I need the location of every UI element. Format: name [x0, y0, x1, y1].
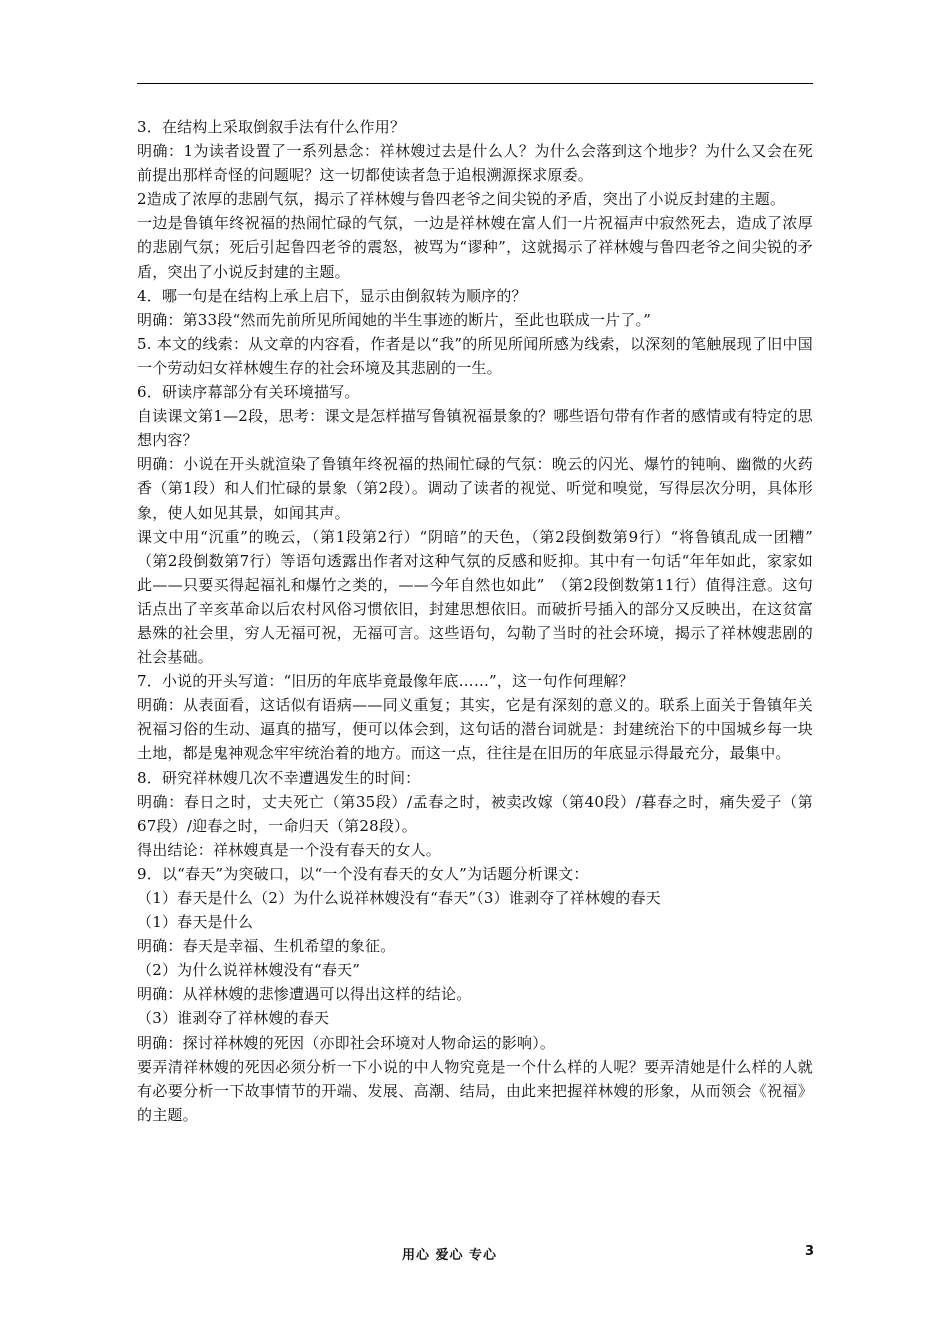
- paragraph: （3）谁剥夺了祥林嫂的春天: [137, 1009, 330, 1028]
- paragraph: 明确：从祥林嫂的悲惨遭遇可以得出这样的结论。: [137, 985, 472, 1004]
- paragraph: （1）春天是什么: [137, 913, 254, 932]
- paragraph: 4．哪一句是在结构上承上启下，显示由倒叙转为顺序的？: [137, 286, 527, 305]
- paragraph: 明确：1为读者设置了一系列悬念：祥林嫂过去是什么人？为什么会落到这个地步？为什么又会在死前提出那样奇怪的问题呢？这一切都使读者急于追根溯源探求原委。: [137, 142, 813, 185]
- paragraph: 明确：探讨祥林嫂的死因（亦即社会环境对人物命运的影响）。: [137, 1033, 556, 1052]
- paragraph: 明确：小说在开头就渲染了鲁镇年终祝福的热闹忙碌的气氛：晚云的闪光、爆竹的钝响、幽微的火药香（第1段）和人们忙碌的景象（第2段）。调动了读者的视觉、听觉和嗅觉，写得层次分明，具体形象，使人如见其景，如闻其声。: [137, 455, 813, 522]
- paragraph: 得出结论：祥林嫂真是一个没有春天的女人。: [137, 840, 442, 859]
- paragraph: 自读课文第1—2段，思考：课文是怎样描写鲁镇祝福景象的？哪些语句带有作者的感情或有特定的思想内容？: [137, 407, 813, 450]
- paragraph: 5. 本文的线索：从文章的内容看，作者是以“我”的所见所闻所感为线索，以深刻的笔触展现了旧中国一个劳动妇女祥林嫂生存的社会环境及其悲剧的一生。: [137, 334, 813, 377]
- paragraph: 7．小说的开头写道：“旧历的年底毕竟最像年底……”，这一句作何理解？: [137, 672, 634, 691]
- paragraph: 明确：第33段“然而先前所见所闻她的半生事迹的断片，至此也联成一片了。”: [137, 310, 652, 329]
- paragraph: （2）为什么说祥林嫂没有“春天”: [137, 961, 361, 980]
- paragraph: 8．研究祥林嫂几次不幸遭遇发生的时间：: [137, 768, 421, 787]
- paragraph: 明确：春日之时，丈夫死亡（第35段）/孟春之时，被卖改嫁（第40段）/暮春之时，痛失爱子（第67段）/迎春之时，一命归天（第28段）。: [137, 792, 813, 835]
- header-rule: [137, 83, 813, 84]
- paragraph: 要弄清祥林嫂的死因必须分析一下小说的中人物究竟是一个什么样的人呢？要弄清她是什么样的人就有必要分析一下故事情节的开端、发展、高潮、结局，由此来把握祥林嫂的形象，从而领会《祝福》的主题。: [137, 1057, 813, 1124]
- paragraph: 3．在结构上采取倒叙手法有什么作用？: [137, 118, 406, 136]
- paragraph: 2造成了浓厚的悲剧气氛，揭示了祥林嫂与鲁四老爷之间尖锐的矛盾，突出了小说反封建的主题。: [137, 190, 786, 209]
- paragraph: 9．以“春天”为突破口，以“一个没有春天的女人”为话题分析课文：: [137, 864, 589, 883]
- paragraph: 课文中用“沉重”的晚云，（第1段第2行）“阴暗”的天色，（第2段倒数第9行）“将鲁镇乱成一团糟” （第2段倒数第7行）等语句透露出作者对这种气氛的反感和贬抑。其中有一句话“年年如此，家家如此——只要买得起福礼和爆竹之类的，——今年自然也如此” （第2段倒数第11行）值得注意。这句话点出了辛亥革命以后农村风俗习惯依旧，封建思想依旧。而破折号插入的部分又反映出，在这贫富悬殊的社会里，穷人无福可祝，无福可言。这些语句，勾勒了当时的社会环境，揭示了祥林嫂悲剧的社会基础。: [137, 527, 829, 667]
- paragraph: （1）春天是什么（2）为什么说祥林嫂没有“春天”（3）谁剥夺了祥林嫂的春天: [137, 889, 661, 907]
- paragraph: 明确：从表面看，这话似有语病——同义重复；其实，它是有深刻的意义的。联系上面关于鲁镇年关祝福习俗的生动、逼真的描写，便可以体会到，这句话的潜台词就是：封建统治下的中国城乡每一块土地，都是鬼神观念牢牢统治着的地方。而这一点，往往是在旧历的年底显示得最充分，最集中。: [137, 696, 813, 763]
- document-body: [137, 115, 829, 1127]
- footer-motto: 用心 爱心 专心: [402, 1248, 498, 1263]
- paragraph: 6．研读序幕部分有关环境描写。: [137, 383, 360, 402]
- page-footer: [0, 1244, 950, 1268]
- paragraph: 明确：春天是幸福、生机希望的象征。: [137, 937, 396, 956]
- page-number: 3: [805, 1244, 815, 1259]
- paragraph: 一边是鲁镇年终祝福的热闹忙碌的气氛，一边是祥林嫂在富人们一片祝福声中寂然死去，造成了浓厚的悲剧气氛；死后引起鲁四老爷的震怒，被骂为“谬种”，这就揭示了祥林嫂与鲁四老爷之间尖锐的矛盾，突出了小说反封建的主题。: [137, 214, 813, 281]
